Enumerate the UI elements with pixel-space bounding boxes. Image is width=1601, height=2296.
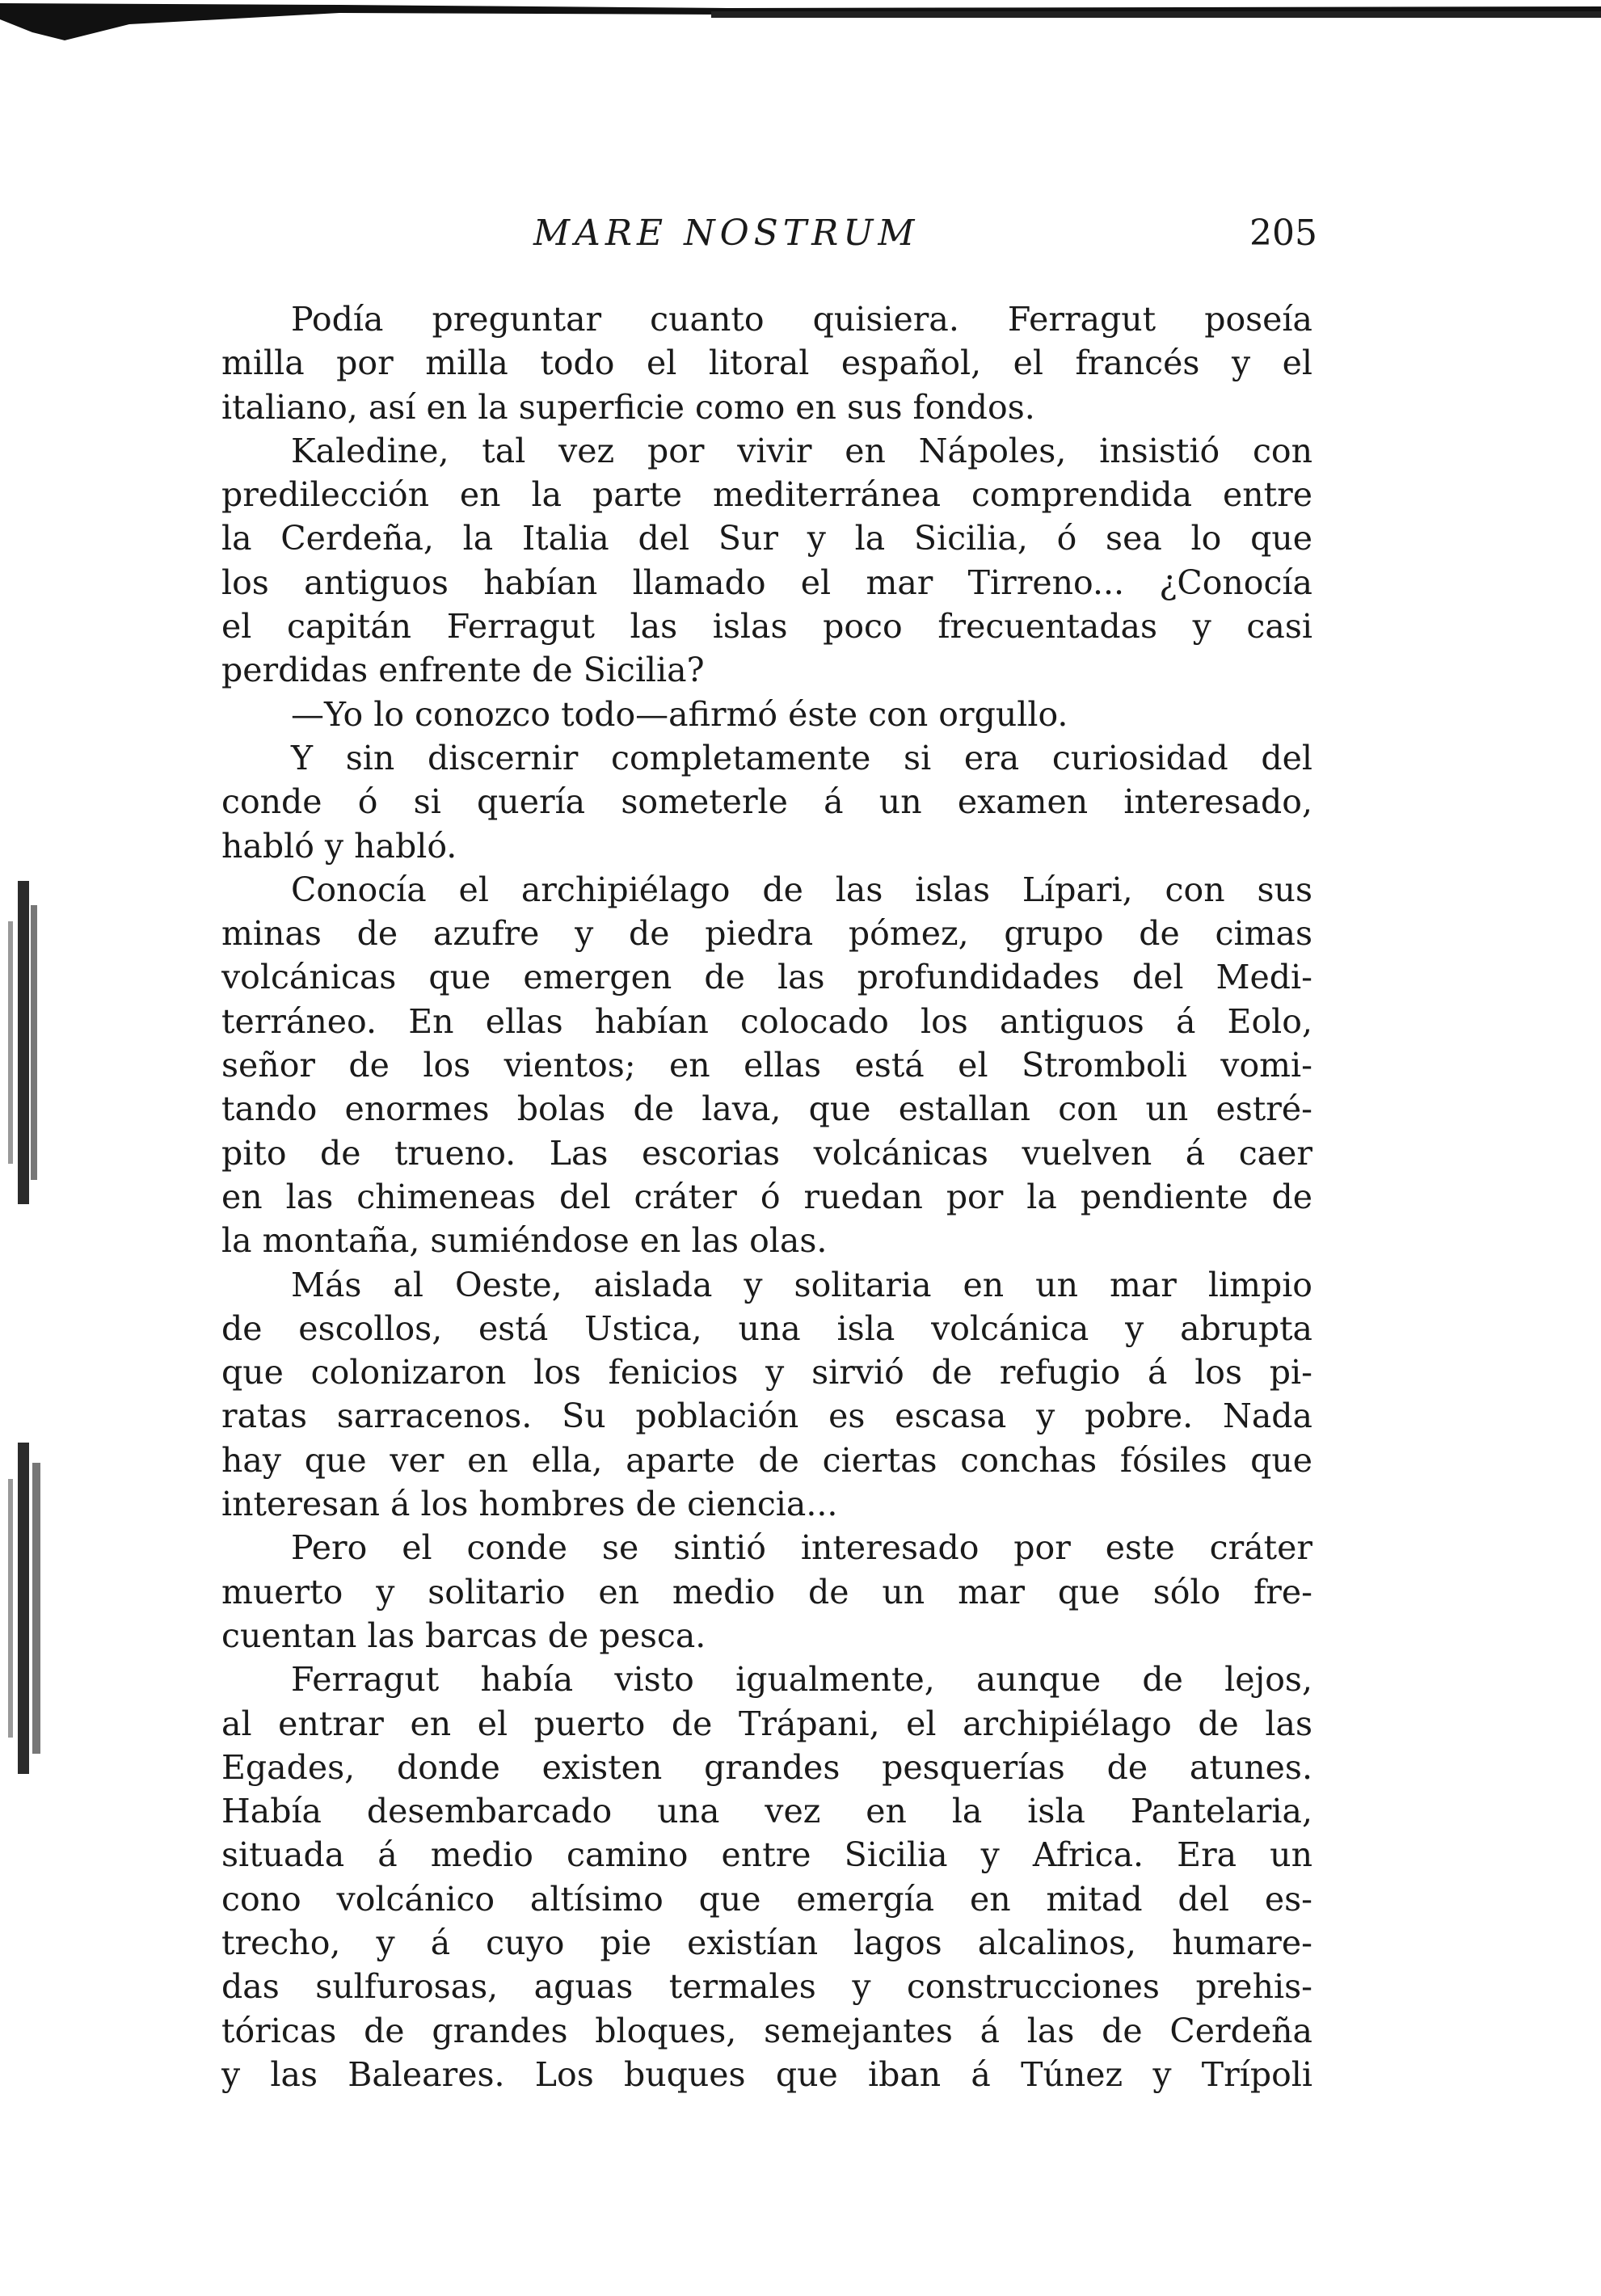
scan-edge-artifact-left-upper [0,873,57,1220]
text-line: Ferragut había visto igualmente, aunque de lejos, [291,1660,1312,1700]
text-line: conde ó si quería someterle á un examen interesado, [221,782,1312,822]
text-line: al entrar en el puerto de Trápani, el archipiélago de las [221,1704,1312,1743]
text-line: Conocía el archipiélago de las islas Lípari, con sus [291,870,1312,909]
text-line: Kaledine, tal vez por vivir en Nápoles, insistió con [291,431,1312,470]
text-line: habló y habló. [221,826,457,866]
text-line: pito de trueno. Las escorias volcánicas vuelven á caer [221,1133,1312,1173]
text-line: Y sin discernir completamente si era curiosidad del [291,738,1312,777]
text-line: tóricas de grandes bloques, semejantes á las de Cerdeña [221,2011,1312,2050]
text-line: minas de azufre y de piedra pómez, grupo de cimas [221,914,1312,954]
text-line: hay que ver en ella, aparte de ciertas conchas fósiles que [221,1440,1312,1480]
text-line: los antiguos habían llamado el mar Tirreno... ¿Conocía [221,562,1312,602]
scan-edge-artifact-left-lower [0,1439,57,1778]
text-line: predilección en la parte mediterránea comprendida entre [221,475,1312,515]
text-line: volcánicas que emergen de las profundidades del Medi- [221,958,1312,997]
page-header [218,206,1317,263]
text-line: —Yo lo conozco todo—afirmó éste con orgullo. [291,694,1068,734]
text-line: que colonizaron los fenicios y sirvió de refugio á los pi- [221,1353,1312,1392]
text-line: interesan á los hombres de ciencia... [221,1485,838,1524]
text-line: el capitán Ferragut las islas poco frecuentadas y casi [221,607,1312,647]
text-line: de escollos, está Ustica, una isla volcánica y abrupta [221,1308,1312,1348]
text-line: ratas sarracenos. Su población es escasa y pobre. Nada [221,1397,1312,1436]
scan-edge-artifact-top [0,0,1601,48]
text-line: Más al Oeste, aislada y solitaria en un mar limpio [291,1265,1312,1304]
text-line: das sulfurosas, aguas termales y construcciones prehis- [221,1967,1312,2007]
text-line: italiano, así en la superficie como en sus fondos. [221,387,1035,427]
text-line: Pero el conde se sintió interesado por este cráter [291,1528,1312,1568]
text-line: la montaña, sumiéndose en las olas. [221,1221,828,1261]
text-line: la Cerdeña, la Italia del Sur y la Sicilia, ó sea lo que [221,519,1312,558]
text-line: milla por milla todo el litoral español, el francés y el [221,343,1312,383]
text-line: señor de los vientos; en ellas está el Stromboli vomi- [221,1046,1312,1085]
text-line: Había desembarcado una vez en la isla Pantelaria, [221,1792,1312,1831]
text-line: perdidas enfrente de Sicilia? [221,651,705,690]
text-line: en las chimeneas del cráter ó ruedan por la pendiente de [221,1177,1312,1216]
text-line: Egades, donde existen grandes pesquerías de atunes. [221,1747,1312,1787]
text-line: muerto y solitario en medio de un mar que sólo fre- [221,1572,1312,1611]
text-line: terráneo. En ellas habían colocado los antiguos á Eolo, [221,1001,1312,1041]
body-text [221,297,1312,2096]
text-line: trecho, y á cuyo pie existían lagos alcalinos, humare- [221,1923,1312,1962]
text-line: cuentan las barcas de pesca. [221,1616,706,1655]
page-number: 205 [1249,213,1317,254]
text-line: tando enormes bolas de lava, que estallan con un estré- [221,1089,1312,1129]
text-line: situada á medio camino entre Sicilia y Africa. Era un [221,1835,1312,1875]
text-line: cono volcánico altísimo que emergía en mitad del es- [221,1879,1312,1919]
text-line: y las Baleares. Los buques que iban á Túnez y Trípoli [221,2054,1312,2094]
text-line: Podía preguntar cuanto quisiera. Ferragut poseía [291,300,1312,339]
running-title: MARE NOSTRUM [533,213,920,254]
